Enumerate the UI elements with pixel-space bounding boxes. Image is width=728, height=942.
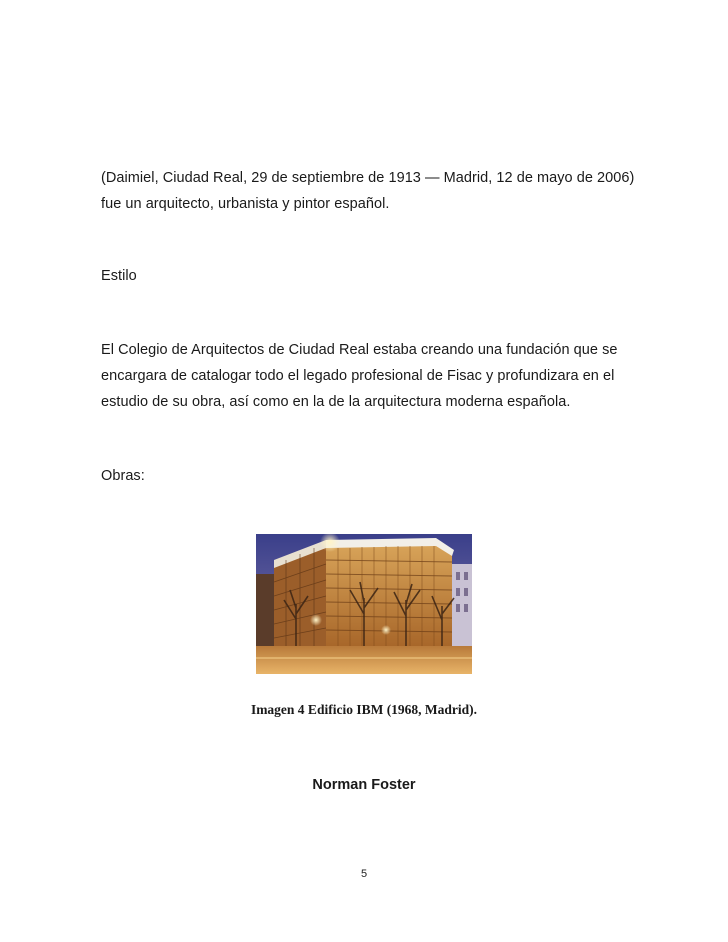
works-heading: Obras: [101,468,145,484]
style-paragraph-line-3: estudio de su obra, así como en la de la arquitectura moderna española. [101,394,571,410]
intro-line-1: (Daimiel, Ciudad Real, 29 de septiembre de 1913 — Madrid, 12 de mayo de 2006) [101,170,635,186]
figure-caption: Imagen 4 Edificio IBM (1968, Madrid). [250,702,478,717]
intro-line-2: fue un arquitecto, urbanista y pintor español. [101,196,390,212]
style-paragraph-line-2: encargara de catalogar todo el legado profesional de Fisac y profundizara en el [101,368,615,384]
ibm-building-illustration [256,534,472,674]
page-number: 5 [360,868,368,880]
norman-foster-heading: Norman Foster [312,777,416,793]
ibm-building-photo [256,534,472,674]
style-paragraph-line-1: El Colegio de Arquitectos de Ciudad Real estaba creando una fundación que se [101,342,618,358]
style-heading: Estilo [101,268,137,284]
